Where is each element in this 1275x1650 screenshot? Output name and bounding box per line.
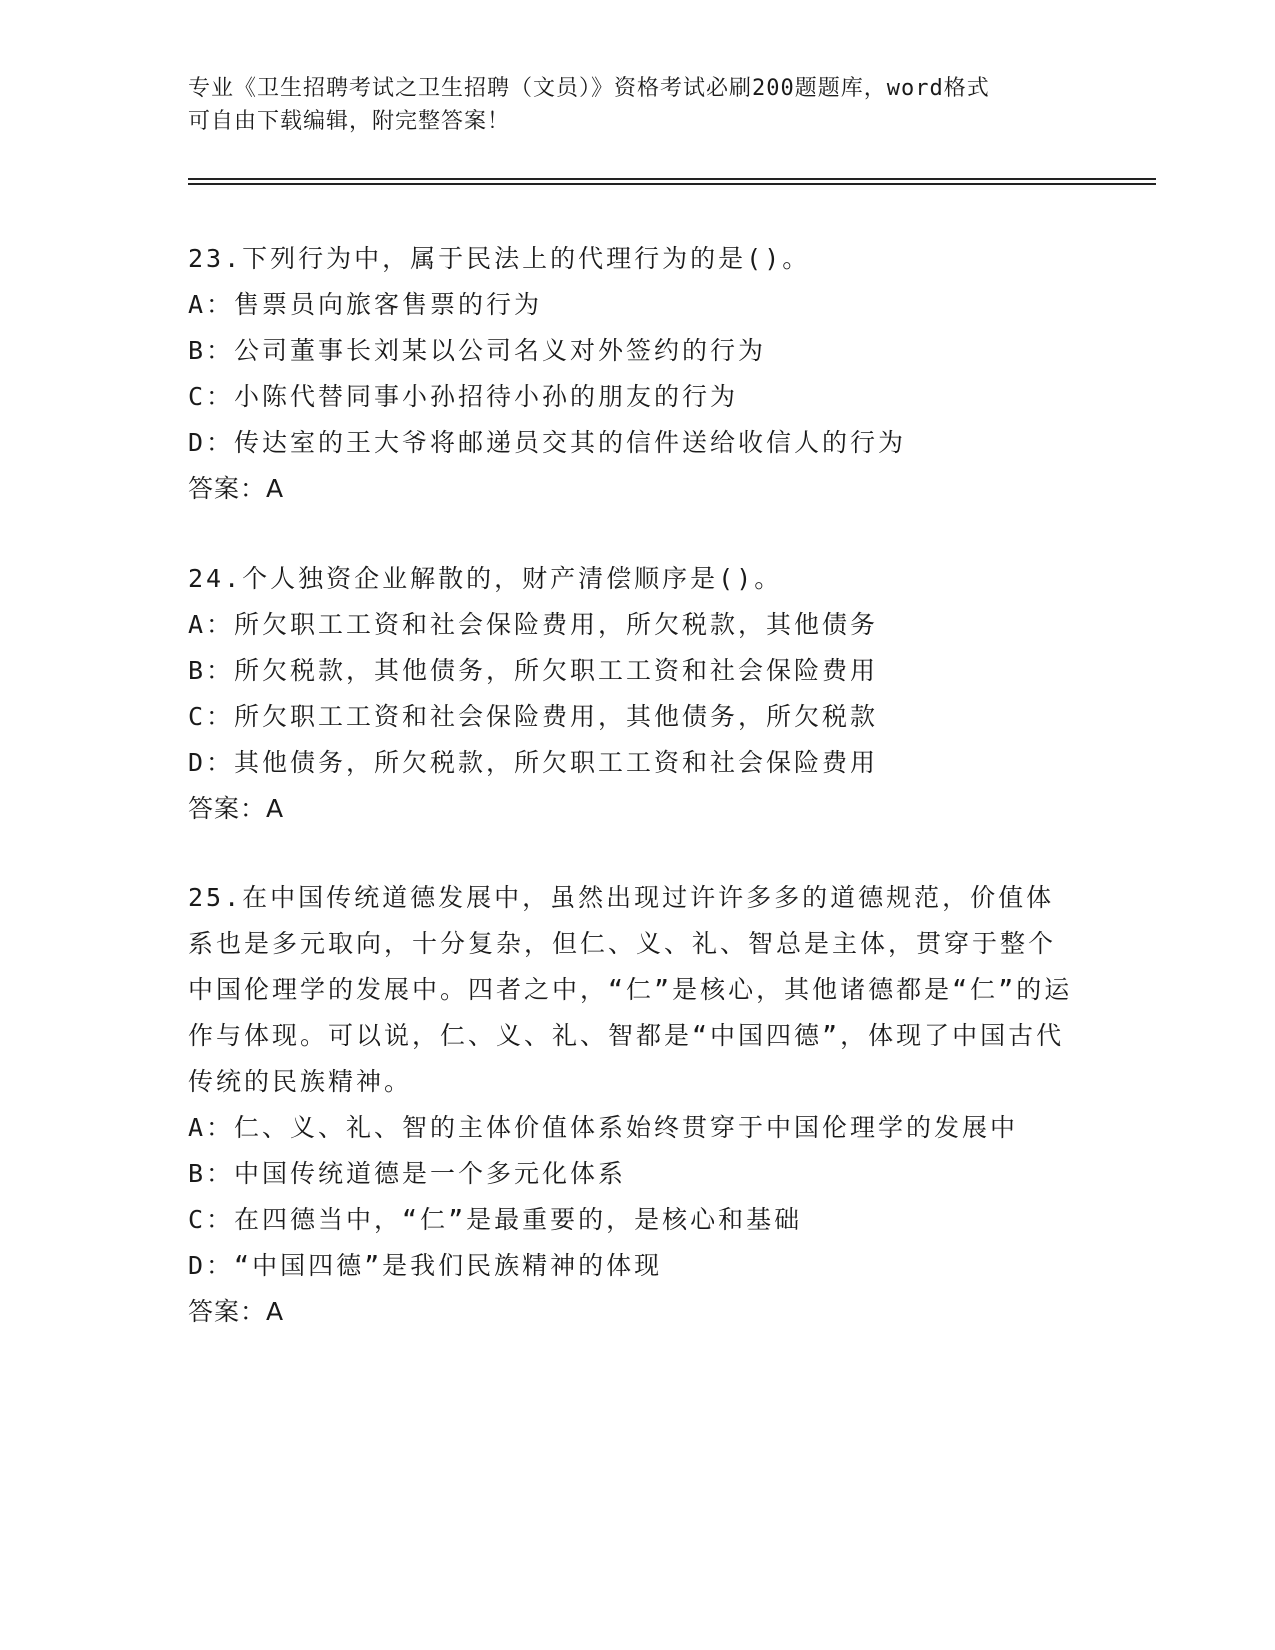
option-b: B：所欠税款，其他债务，所欠职工工资和社会保险费用: [188, 656, 879, 685]
question-stem: 25.在中国传统道德发展中，虽然出现过许许多多的道德规范，价值体系也是多元取向，十分复杂，但仁、义、礼、智总是主体，贯穿于整个中国伦理学的发展中。四者之中，“仁”是核心，其他诸德都是“仁”的运作与体现。可以说，仁、义、礼、智都是“中国四德”，体现了中国古代传统的民族精神。: [188, 883, 1073, 1096]
answer: 答案：A: [188, 794, 285, 823]
question-25: [188, 875, 1078, 1335]
header-divider-bottom: [188, 183, 1156, 185]
option-a: A：售票员向旅客售票的行为: [188, 290, 543, 319]
option-c: C：在四德当中，“仁”是最重要的，是核心和基础: [188, 1205, 803, 1234]
question-stem: 23.下列行为中，属于民法上的代理行为的是()。: [188, 244, 811, 273]
question-24: [188, 556, 1088, 832]
option-c: C：所欠职工工资和社会保险费用，其他债务，所欠税款: [188, 702, 879, 731]
option-a: A：所欠职工工资和社会保险费用，所欠税款，其他债务: [188, 610, 879, 639]
header-intro-line-2: 可自由下载编辑，附完整答案！: [188, 109, 511, 134]
question-23: [188, 236, 1088, 512]
option-b: B：中国传统道德是一个多元化体系: [188, 1159, 627, 1188]
option-c: C：小陈代替同事小孙招待小孙的朋友的行为: [188, 382, 739, 411]
answer: 答案：A: [188, 1297, 285, 1326]
header-divider-top: [188, 178, 1156, 180]
option-a: A：仁、义、礼、智的主体价值体系始终贯穿于中国伦理学的发展中: [188, 1113, 1019, 1142]
answer: 答案：A: [188, 474, 285, 503]
option-d: D：其他债务，所欠税款，所欠职工工资和社会保险费用: [188, 748, 879, 777]
header-intro-line-1: 专业《卫生招聘考试之卫生招聘（文员）》资格考试必刷200题题库，word格式: [188, 76, 990, 101]
option-d: D：传达室的王大爷将邮递员交其的信件送给收信人的行为: [188, 428, 907, 457]
question-stem: 24.个人独资企业解散的，财产清偿顺序是()。: [188, 564, 783, 593]
document-header: [188, 72, 1068, 138]
option-d: D：“中国四德”是我们民族精神的体现: [188, 1251, 663, 1280]
option-b: B：公司董事长刘某以公司名义对外签约的行为: [188, 336, 767, 365]
